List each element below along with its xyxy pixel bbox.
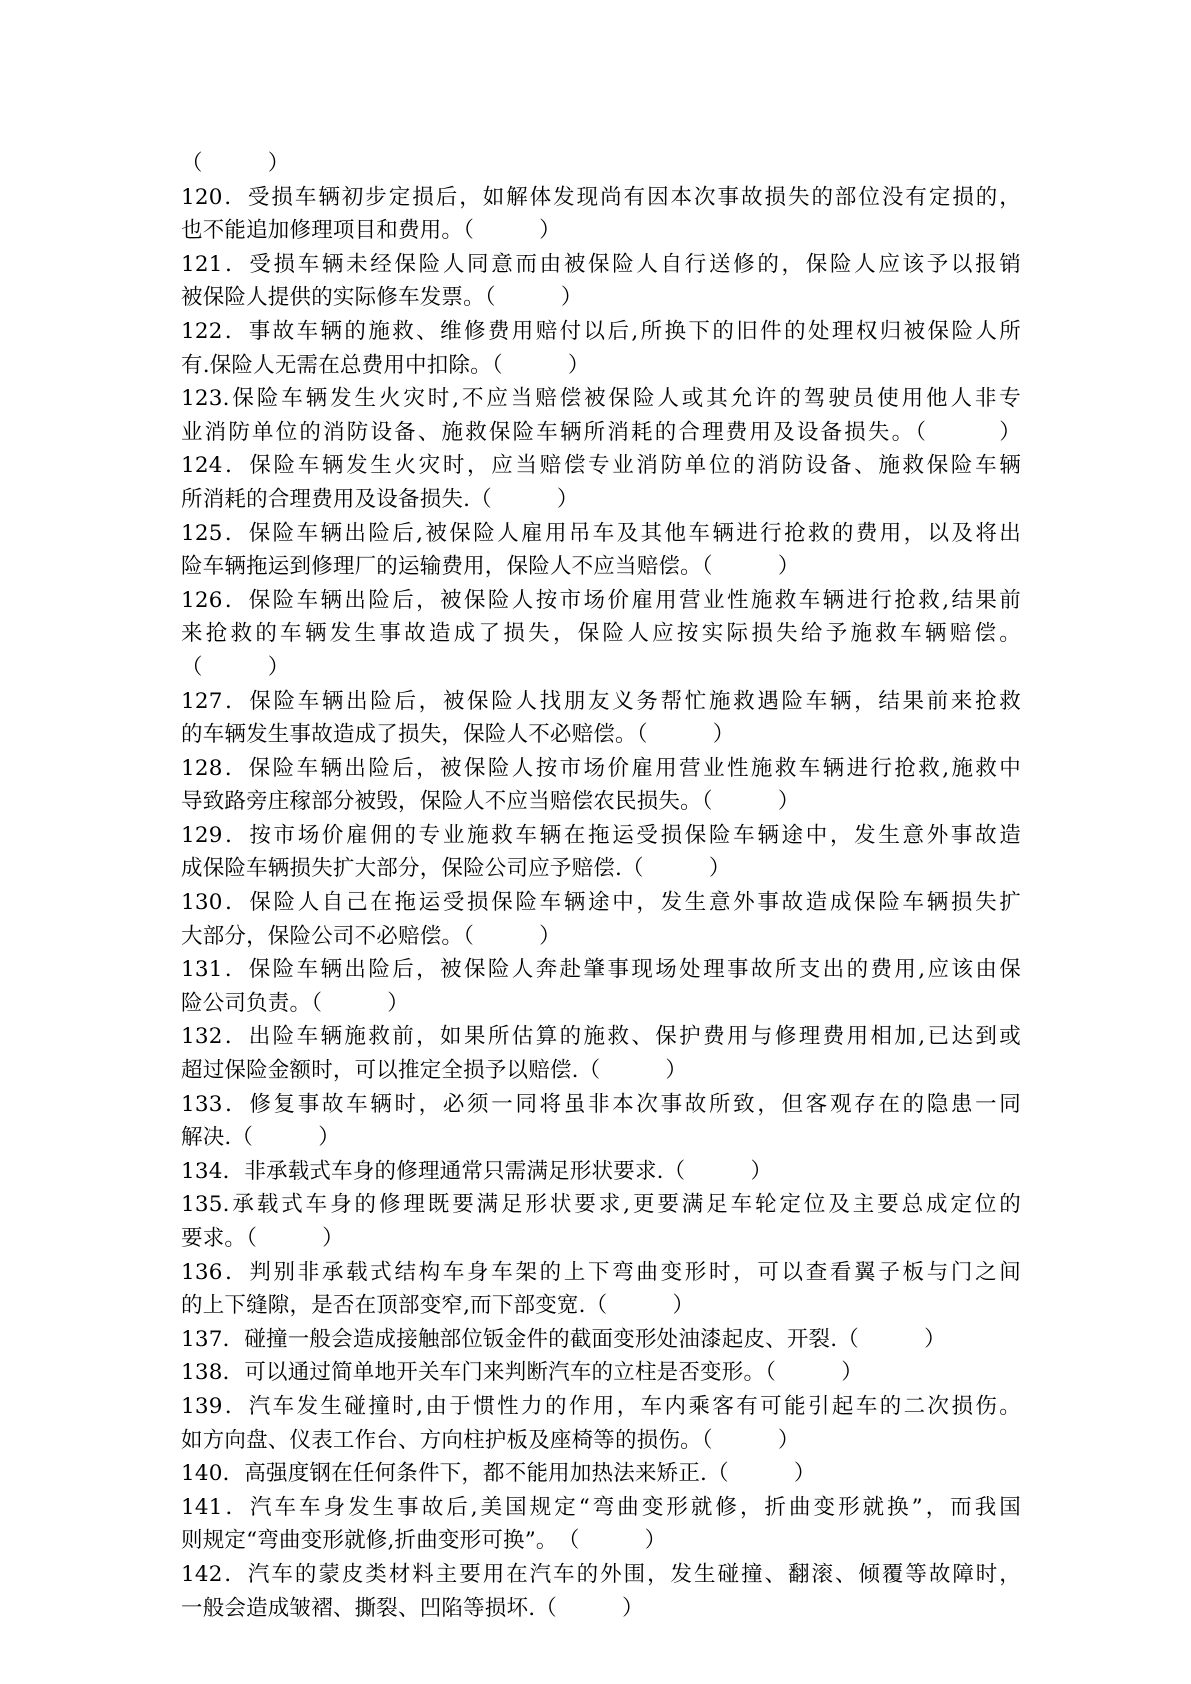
question-139-line-2: 如方向盘、仪表工作台、方向柱护板及座椅等的损伤。（ ） [181, 1427, 800, 1453]
question-121-line-1: 121．受损车辆未经保险人同意而由被保险人自行送修的，保险人应该予以报销 [181, 251, 1021, 277]
question-122-line-1: 122．事故车辆的施救、维修费用赔付以后,所换下的旧件的处理权归被保险人所 [181, 318, 1021, 344]
question-125-line-1: 125．保险车辆出险后,被保险人雇用吊车及其他车辆进行抢救的费用，以及将出 [181, 520, 1021, 546]
question-130-line-2: 大部分，保险公司不必赔偿。（ ） [181, 923, 561, 949]
question-129-line-1: 129．按市场价雇佣的专业施救车辆在拖运受损保险车辆途中，发生意外事故造 [181, 822, 1021, 848]
question-124-line-2: 所消耗的合理费用及设备损失.（ ） [181, 486, 579, 512]
question-128-line-1: 128．保险车辆出险后，被保险人按市场价雇用营业性施救车辆进行抢救,施救中 [181, 755, 1021, 781]
answer-bracket-119: （ ） [181, 151, 290, 176]
question-129-line-2: 成保险车辆损失扩大部分，保险公司应予赔偿.（ ） [181, 856, 731, 882]
question-139-line-1: 139．汽车发生碰撞时,由于惯性力的作用，车内乘客有可能引起车的二次损伤。 [181, 1393, 1021, 1419]
question-126-line-2: 来抢救的车辆发生事故造成了损失，保险人应按实际损失给予施救车辆赔偿。 [181, 621, 1021, 647]
question-123-line-1: 123.保险车辆发生火灾时,不应当赔偿被保险人或其允许的驾驶员使用他人非专 [181, 386, 1021, 412]
question-131-line-2: 险公司负责。（ ） [181, 990, 409, 1016]
question-132-line-2: 超过保险金额时，可以推定全损予以赔偿.（ ） [181, 1058, 688, 1084]
question-142-line-1: 142．汽车的蒙皮类材料主要用在汽车的外围，发生碰撞、翻滚、倾覆等故障时， [181, 1561, 1021, 1587]
question-120-line-1: 120．受损车辆初步定损后，如解体发现尚有因本次事故损失的部位没有定损的， [181, 184, 1021, 210]
question-135-line-2: 要求。（ ） [181, 1226, 344, 1251]
question-142-line-2: 一般会造成皱褶、撕裂、凹陷等损坏.（ ） [181, 1595, 644, 1621]
question-131-line-1: 131．保险车辆出险后，被保险人奔赴肇事现场处理事故所支出的费用,应该由保 [181, 957, 1021, 983]
question-137-line-1: 137．碰撞一般会造成接触部位钣金件的截面变形处油漆起皮、开裂.（ ） [181, 1326, 946, 1352]
question-list [181, 147, 1021, 1625]
question-122-line-2: 有.保险人无需在总费用中扣除。（ ） [181, 352, 590, 378]
question-138-line-1: 138．可以通过简单地开关车门来判断汽车的立柱是否变形。（ ） [181, 1360, 863, 1386]
question-136-line-1: 136．判别非承载式结构车身车架的上下弯曲变形时，可以查看翼子板与门之间 [181, 1259, 1021, 1285]
question-125-line-2: 险车辆拖运到修理厂的运输费用，保险人不应当赔偿。（ ） [181, 554, 800, 580]
question-134-line-1: 134．非承载式车身的修理通常只需满足形状要求.（ ） [181, 1158, 773, 1184]
question-140-line-1: 140．高强度钢在任何条件下，都不能用加热法来矫正.（ ） [181, 1461, 816, 1487]
question-127-line-1: 127．保险车辆出险后，被保险人找朋友义务帮忙施救遇险车辆，结果前来抢救 [181, 688, 1021, 714]
question-123-line-2: 业消防单位的消防设备、施救保险车辆所消耗的合理费用及设备损失。（ ） [181, 419, 1021, 445]
question-130-line-1: 130．保险人自己在拖运受损保险车辆途中，发生意外事故造成保险车辆损失扩 [181, 890, 1021, 916]
question-141-line-2: 则规定“弯曲变形就修,折曲变形可换”。 （ ） [181, 1528, 667, 1554]
question-121-line-2: 被保险人提供的实际修车发票。（ ） [181, 285, 583, 311]
question-124-line-1: 124．保险车辆发生火灾时，应当赔偿专业消防单位的消防设备、施救保险车辆 [181, 453, 1021, 479]
question-136-line-2: 的上下缝隙，是否在顶部变窄,而下部变宽.（ ） [181, 1293, 695, 1319]
question-133-line-1: 133．修复事故车辆时，必须一同将虽非本次事故所致，但客观存在的隐患一同 [181, 1091, 1021, 1117]
question-135-line-1: 135.承载式车身的修理既要满足形状要求,更要满足车轮定位及主要总成定位的 [181, 1192, 1021, 1218]
question-133-line-2: 解决.（ ） [181, 1125, 340, 1151]
question-132-line-1: 132．出险车辆施救前，如果所估算的施救、保护费用与修理费用相加,已达到或 [181, 1024, 1021, 1050]
question-127-line-2: 的车辆发生事故造成了损失，保险人不必赔偿。（ ） [181, 722, 735, 748]
question-126-line-1: 126．保险车辆出险后，被保险人按市场价雇用营业性施救车辆进行抢救,结果前 [181, 587, 1021, 613]
question-141-line-1: 141．汽车车身发生事故后,美国规定“弯曲变形就修，折曲变形就换”，而我国 [181, 1494, 1021, 1520]
question-120-line-2: 也不能追加修理项目和费用。（ ） [181, 218, 561, 244]
question-126-line-3: （ ） [181, 654, 290, 680]
question-128-line-2: 导致路旁庄稼部分被毁，保险人不应当赔偿农民损失。（ ） [181, 789, 800, 815]
